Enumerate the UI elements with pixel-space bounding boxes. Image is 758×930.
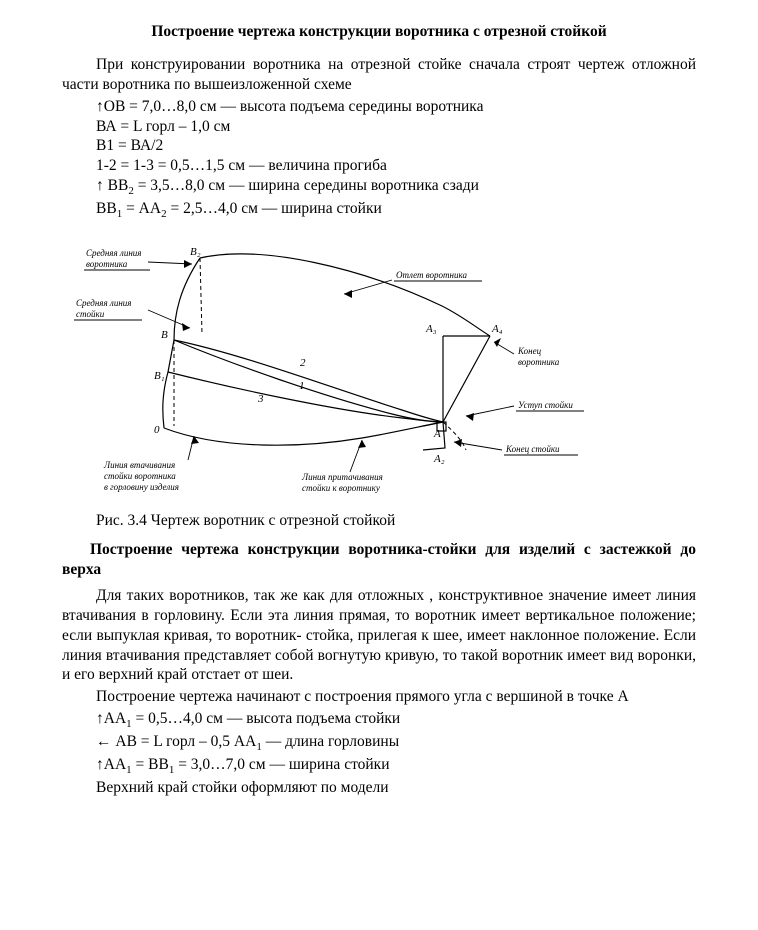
formula-aa1-post: = 0,5…4,0 см — высота подъема стойки [131, 710, 401, 728]
formula-aa1 [62, 709, 696, 732]
annotation-collar-fall: Отлет воротника [396, 269, 468, 280]
annotation-attach-line-line2: стойки к воротнику [302, 482, 380, 493]
page-title: Построение чертежа конструкции воротника с отрезной стойкой [151, 23, 607, 40]
formula-aa1bb1-pre: ↑АА [96, 756, 127, 774]
figure-caption: Рис. 3.4 Чертеж воротник с отрезной стойкой [96, 511, 396, 529]
formula-ab-post: — длина горловины [261, 733, 400, 751]
point-label-b2: В₂ [190, 245, 201, 258]
formula-12-13: 1-2 = 1-3 = 0,5…1,5 см — величина прогиба [96, 157, 387, 175]
point-label-a4: А₄ [492, 322, 503, 335]
formula-ba: ВА = L горл – 1,0 см [96, 117, 231, 135]
annotation-collar-end-line1: Конец [518, 345, 542, 356]
formula-aa1bb1-mid: = ВВ [131, 756, 169, 774]
formula-ab-sub: 1 [256, 741, 262, 754]
formula-bb1-mid: = АА [122, 199, 162, 217]
section2-paragraph-1: Для таких воротников, так же как для отложных , конструктивное значение имеет линия втачивания в горловину. Если эта линия прямая, то воротник имеет вертикальное положение; если выпуклая кривая, то воротник- стойка, прилегая к шее, имеет наклонное положение. Если линия втачивания представляет собой вогнутую кривую, то такой воротник имеет вид воронки, и его верхний край отстает от шеи. [62, 587, 696, 684]
annotation-middle-line-collar-line2: воротника [86, 258, 128, 269]
formula-bb1 [62, 199, 696, 222]
formula-upper-edge: Верхний край стойки оформляют по модели [96, 779, 389, 797]
intro-paragraph: При конструировании воротника на отрезной стойке сначала строят чертеж отложной части воротника по вышеизложенной схеме [62, 56, 696, 94]
annotation-sew-line-line3: в горловину изделия [104, 481, 179, 492]
section2-paragraph-2: Построение чертежа начинают с построения прямого угла с вершиной в точке А [96, 688, 629, 706]
point-label-a3: А₃ [426, 322, 437, 335]
formula-b1: В1 = ВА/2 [96, 137, 164, 155]
point-label-a2: А₂ [434, 452, 445, 465]
annotation-middle-line-collar-line1: Средняя линия [86, 247, 142, 258]
formula-list-1 [62, 97, 696, 222]
section2-title: Построение чертежа конструкции воротника-стойки для изделий с застежкой до верха [62, 540, 696, 578]
annotation-middle-line-stand-line1: Средняя линия [76, 297, 132, 308]
point-label-b1: В₁ [154, 369, 165, 382]
formula-aa1-sub: 1 [126, 718, 132, 731]
annotation-sew-line-line2: стойки воротника [104, 470, 176, 481]
formula-ab [62, 732, 696, 755]
formula-bb1-post: = 2,5…4,0 см — ширина стойки [166, 199, 382, 217]
formula-bb2-sub: 2 [128, 184, 134, 197]
annotation-middle-line-stand-line2: стойки [76, 308, 105, 319]
point-label-two: 2 [300, 356, 306, 369]
figure-collar-drawing [62, 236, 696, 506]
formula-ob: ↑ОВ = 7,0…8,0 см — высота подъема середины воротника [96, 98, 484, 116]
annotation-attach-line-line1: Линия притачивания [302, 471, 383, 482]
point-label-b: В [161, 328, 168, 341]
formula-bb2-post: = 3,5…8,0 см — ширина середины воротника сзади [133, 176, 479, 194]
formula-aa1-bb1 [62, 755, 696, 778]
formula-bb1-pre: ВВ [96, 199, 117, 217]
point-label-three: 3 [258, 392, 264, 405]
annotation-stand-end: Конец стойки [506, 443, 560, 454]
formula-list-2 [62, 709, 696, 798]
formula-bb1-sub2: 2 [161, 207, 167, 220]
annotation-collar-end-line2: воротника [518, 356, 560, 367]
formula-aa1bb1-post: = 3,0…7,0 см — ширина стойки [174, 756, 390, 774]
formula-aa1bb1-sub1: 1 [126, 764, 132, 777]
annotation-stand-ledge: Уступ стойки [518, 399, 573, 410]
point-label-one: 1 [299, 379, 305, 392]
formula-bb2 [62, 176, 696, 199]
formula-bb2-pre: ↑ ВВ [96, 176, 129, 194]
point-label-zero: 0 [154, 423, 160, 436]
collar-drawing-svg [62, 236, 696, 506]
point-label-a: А [434, 427, 441, 440]
formula-ab-pre: ← АВ = L горл – 0,5 АА [96, 733, 257, 751]
formula-aa1-pre: ↑АА [96, 710, 127, 728]
formula-bb1-sub1: 1 [116, 207, 123, 220]
formula-aa1bb1-sub2: 1 [168, 764, 175, 777]
annotation-sew-line-line1: Линия втачивания [104, 459, 176, 470]
